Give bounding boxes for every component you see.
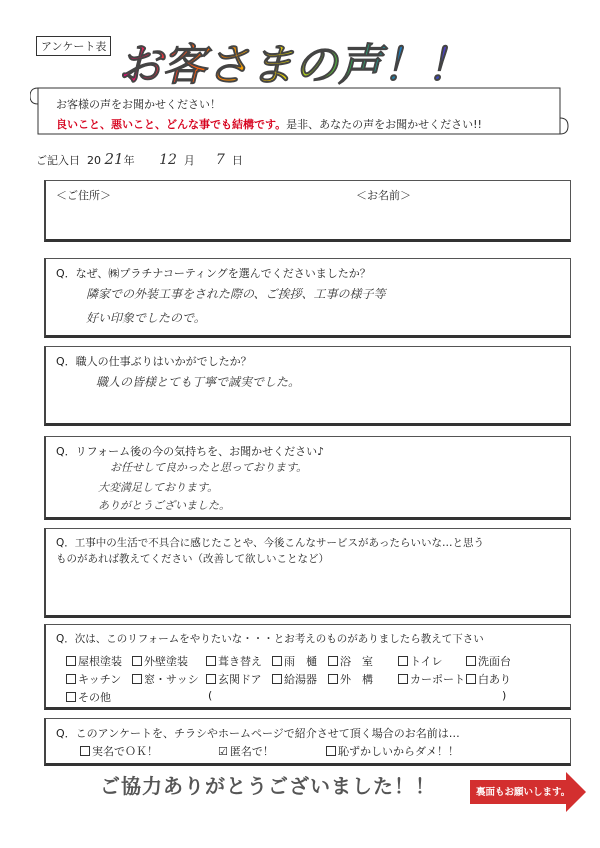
back-note-arrow bbox=[470, 772, 588, 816]
q5-option-label: キッチン bbox=[78, 673, 122, 686]
answer-3-line-1: お任せして良かったと思っております。 bbox=[110, 461, 308, 474]
checkbox-icon[interactable] bbox=[466, 674, 476, 684]
question-4-box bbox=[44, 528, 571, 618]
q5-option-label: カーポート bbox=[410, 673, 465, 686]
q5-option[interactable] bbox=[206, 653, 262, 669]
checkbox-icon[interactable] bbox=[206, 656, 216, 666]
q5-option[interactable] bbox=[466, 653, 511, 669]
q5-option-label: 浴 室 bbox=[340, 655, 373, 668]
q5-option[interactable] bbox=[66, 689, 111, 705]
q5-option[interactable] bbox=[206, 671, 262, 687]
other-paren-open: ( bbox=[208, 689, 213, 702]
q5-option-label: 玄関ドア bbox=[218, 673, 262, 686]
answer-1-line-2: 好い印象でしたので。 bbox=[86, 311, 206, 325]
q6-option[interactable] bbox=[218, 743, 274, 759]
question-2: Q．職人の仕事ぶりはいかがでしたか？ bbox=[56, 355, 252, 368]
intro-line-1: お客様の声をお聞かせください！ bbox=[56, 98, 221, 111]
question-4-line-2: ものがあれば教えてください（改善して欲しいことなど） bbox=[56, 553, 329, 565]
answer-2: 職人の皆様とても丁寧で誠実でした。 bbox=[96, 375, 301, 389]
q5-option[interactable] bbox=[272, 671, 317, 687]
address-name-box bbox=[44, 180, 571, 242]
q5-option[interactable] bbox=[328, 671, 373, 687]
question-6-box bbox=[44, 718, 571, 766]
question-6: Q．このアンケートを、チラシやホームページで紹介させて頂く場合のお名前は… bbox=[56, 727, 460, 740]
checkbox-icon[interactable] bbox=[80, 746, 90, 756]
q5-option-label: 給湯器 bbox=[284, 673, 317, 686]
question-3-box bbox=[44, 436, 571, 520]
q5-option-label: トイレ bbox=[410, 655, 443, 668]
date-year-unit: 年 bbox=[123, 154, 135, 167]
date-month: 12 bbox=[159, 152, 177, 168]
checkbox-icon[interactable] bbox=[398, 656, 408, 666]
checkbox-icon[interactable] bbox=[132, 674, 142, 684]
question-3: Q．リフォーム後の今の気持ちを、お聞かせください♪ bbox=[56, 445, 325, 458]
q5-option-label: 葺き替え bbox=[218, 655, 262, 668]
q6-option-label: 恥ずかしいからダメ！！ bbox=[338, 745, 459, 758]
checkbox-icon[interactable] bbox=[272, 656, 282, 666]
checkbox-icon[interactable] bbox=[328, 674, 338, 684]
date-month-unit: 月 bbox=[183, 154, 195, 167]
date-century: 20 bbox=[87, 154, 101, 167]
q6-option[interactable] bbox=[80, 743, 158, 759]
checkbox-icon[interactable] bbox=[206, 674, 216, 684]
q6-option[interactable] bbox=[326, 743, 459, 759]
q6-option-label: 実名でＯＫ！ bbox=[92, 745, 158, 758]
checkbox-icon[interactable] bbox=[326, 746, 336, 756]
q5-option[interactable] bbox=[132, 653, 188, 669]
q5-option-label: 窓・サッシ bbox=[144, 673, 199, 686]
date-day: 7 bbox=[215, 152, 225, 168]
intro-highlight: 良いこと、悪いこと、どんな事でも結構です。 bbox=[56, 118, 287, 131]
q5-option-label: 白あり bbox=[478, 673, 511, 686]
checked-checkbox-icon[interactable]: ☑ bbox=[218, 745, 228, 758]
q5-option-label: 外 構 bbox=[340, 673, 373, 686]
checkbox-icon[interactable] bbox=[466, 656, 476, 666]
other-paren-close: ) bbox=[502, 689, 507, 702]
question-2-box bbox=[44, 346, 571, 426]
checkbox-icon[interactable] bbox=[66, 692, 76, 702]
answer-3-line-3: ありがとうございました。 bbox=[98, 499, 230, 512]
question-1: Q．なぜ、㈱プラチナコーティングを選んでくださいましたか？ bbox=[56, 267, 371, 280]
date-year: 21 bbox=[104, 150, 124, 168]
question-5-box bbox=[44, 624, 571, 710]
question-5: Q．次は、このリフォームをやりたいな・・・とお考えのものがありましたら教えて下さい bbox=[56, 633, 484, 645]
back-note-text: 裏面もお願いします。 bbox=[476, 787, 571, 798]
intro-line-2 bbox=[56, 116, 482, 132]
q5-option-label: 雨 樋 bbox=[284, 655, 317, 668]
q6-option-label: 匿名で！ bbox=[229, 745, 274, 758]
answer-3-line-2: 大変満足しております。 bbox=[98, 481, 219, 494]
date-day-unit: 日 bbox=[231, 154, 243, 167]
checkbox-icon[interactable] bbox=[398, 674, 408, 684]
question-1-box bbox=[44, 258, 571, 338]
q5-option[interactable] bbox=[466, 671, 511, 687]
date-label: ご記入日 bbox=[36, 154, 80, 167]
q5-option[interactable] bbox=[66, 671, 121, 687]
form-tag: アンケート表 bbox=[36, 36, 111, 56]
q5-option-label: 外壁塗装 bbox=[144, 655, 188, 668]
q5-option[interactable] bbox=[66, 653, 122, 669]
checkbox-icon[interactable] bbox=[272, 674, 282, 684]
q5-option-label: その他 bbox=[78, 691, 111, 704]
checkbox-icon[interactable] bbox=[132, 656, 142, 666]
q5-option[interactable] bbox=[272, 653, 317, 669]
q5-option[interactable] bbox=[398, 653, 442, 669]
title-text: お客さまの声！！ bbox=[118, 40, 470, 91]
name-label: ＜お名前＞ bbox=[356, 189, 411, 202]
checkbox-icon[interactable] bbox=[66, 674, 76, 684]
address-label: ＜ご住所＞ bbox=[56, 189, 111, 202]
thanks-message: ご協力ありがとうございました！！ bbox=[100, 774, 436, 798]
q5-option[interactable] bbox=[132, 671, 199, 687]
intro-rest: 是非、あなたの声をお聞かせください!! bbox=[286, 118, 482, 131]
q5-option[interactable] bbox=[398, 671, 465, 687]
answer-1-line-1: 隣家での外装工事をされた際の、ご挨拶、工事の様子等 bbox=[86, 287, 386, 301]
q5-option-label: 洗面台 bbox=[478, 655, 511, 668]
question-4-line-1: Q．工事中の生活で不具合に感じたことや、今後こんなサービスがあったらいいな…と思う bbox=[56, 537, 484, 549]
checkbox-icon[interactable] bbox=[328, 656, 338, 666]
q5-option[interactable] bbox=[328, 653, 373, 669]
q5-option-label: 屋根塗装 bbox=[78, 655, 122, 668]
date-line bbox=[36, 150, 243, 168]
checkbox-icon[interactable] bbox=[66, 656, 76, 666]
page-title bbox=[112, 34, 532, 96]
